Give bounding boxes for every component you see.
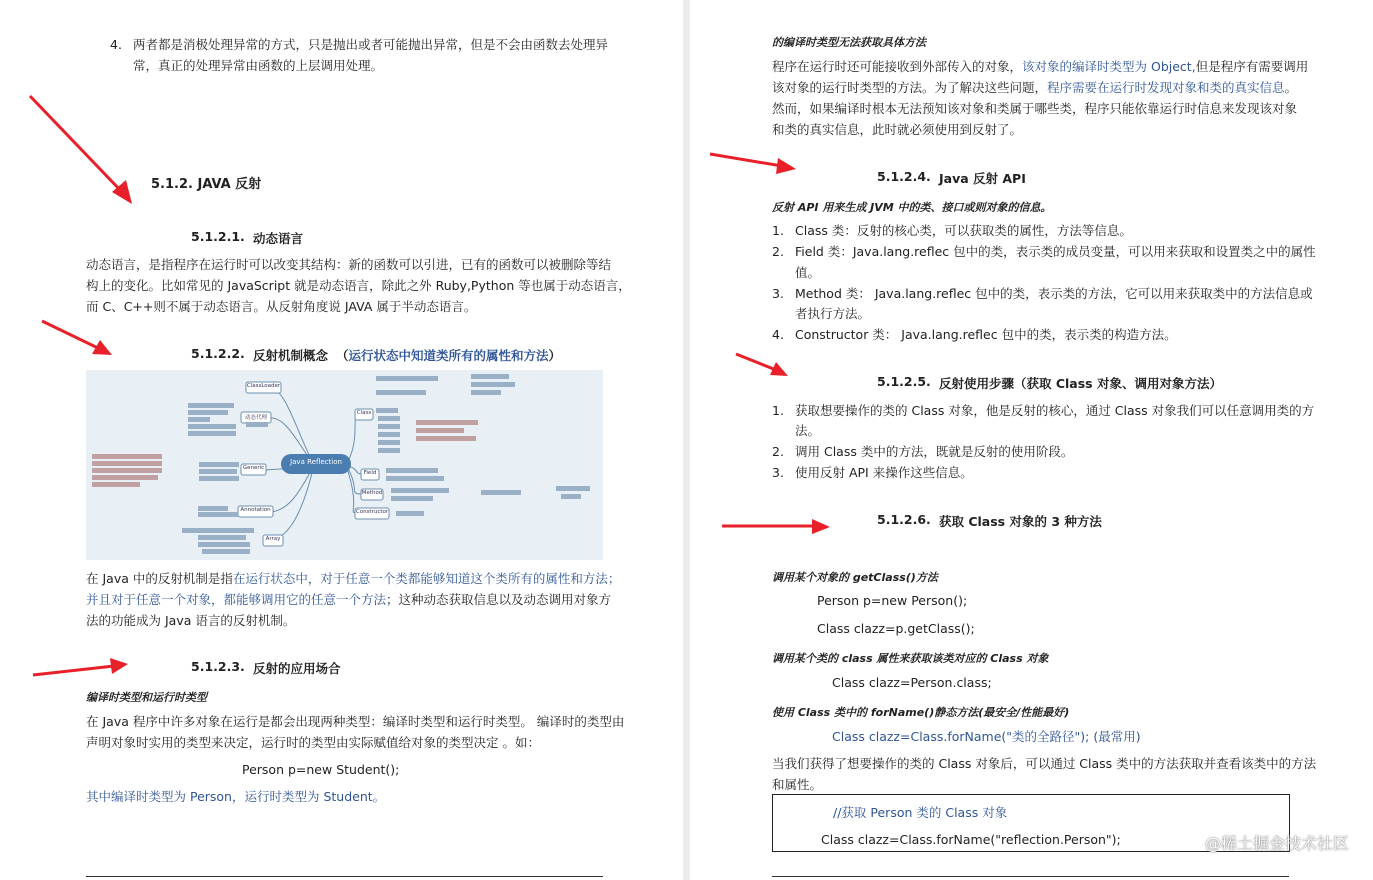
- heading-title: 反射机制概念 （运行状态中知道类所有的属性和方法）: [253, 348, 562, 363]
- list-text: Field 类：Java.lang.reflec 包中的类，表示类的成员变量，可以用来获取和设置类之中的属性: [795, 244, 1316, 259]
- footer-divider: [772, 876, 1289, 877]
- mindmap-node: Annotation: [240, 507, 271, 513]
- red-arrow-icon: [26, 92, 138, 208]
- red-arrow-icon: [30, 652, 130, 680]
- list-number: 3.: [772, 286, 784, 301]
- heading-number: 5.1.2.6.: [877, 512, 931, 527]
- code-comment: //获取 Person 类的 Class 对象: [833, 805, 1008, 820]
- list-number: 1.: [772, 403, 784, 418]
- list-text: 常，真正的处理异常由函数的上层调用处理。: [133, 58, 384, 73]
- list-text: 法。: [795, 423, 821, 438]
- red-arrow-icon: [734, 350, 790, 380]
- code-line: Person p=new Person();: [817, 593, 968, 608]
- mindmap-node: Generic: [242, 465, 265, 471]
- list-number: 2.: [772, 244, 784, 259]
- paragraph-line: 法的功能成为 Java 语言的反射机制。: [86, 613, 296, 628]
- red-arrow-icon: [40, 318, 116, 360]
- list-number: 4.: [772, 327, 784, 342]
- emphasis-label: 调用某个类的 class 属性来获取该类对应的 Class 对象: [772, 652, 1049, 665]
- mindmap-center: Java Reflection: [290, 458, 342, 466]
- list-number: 3.: [772, 465, 784, 480]
- heading-title: Java 反射 API: [939, 171, 1026, 186]
- heading-title: 动态语言: [253, 231, 304, 246]
- paragraph-line: 当我们获得了想要操作的类的 Class 对象后，可以通过 Class 类中的方法获取并查看该类中的方法: [772, 756, 1317, 771]
- mindmap-node: ClassLoader: [246, 383, 281, 389]
- paragraph-line: 声明对象时实用的类型来决定，运行时的类型由实际赋值给对象的类型决定 。如：: [86, 735, 540, 750]
- heading-number: 5.1.2.1.: [191, 229, 245, 244]
- emphasis-label: 调用某个对象的 getClass()方法: [772, 571, 938, 584]
- heading-number: 5.1.2.3.: [191, 659, 245, 674]
- code-line: Class clazz=Person.class;: [832, 675, 992, 690]
- paragraph-line: 和属性。: [772, 777, 823, 792]
- reflection-mindmap: [86, 370, 603, 560]
- heading-title: 反射的应用场合: [253, 661, 341, 676]
- paragraph-line: 动态语言，是指程序在运行时可以改变其结构：新的函数可以引进，已有的函数可以被删除等结: [86, 257, 612, 272]
- list-text: Method 类： Java.lang.reflec 包中的类，表示类的方法，它可以用来获取类中的方法信息或: [795, 286, 1313, 301]
- list-number: 2.: [772, 444, 784, 459]
- section-heading: 5.1.2. JAVA 反射: [151, 177, 262, 192]
- heading-number: 5.1.2.4.: [877, 169, 931, 184]
- emphasis-label: 反射 API 用来生成 JVM 中的类、接口或则对象的信息。: [772, 201, 1052, 214]
- list-text: 者执行方法。: [795, 306, 871, 321]
- list-text: 获取想要操作的类的 Class 对象，他是反射的核心，通过 Class 对象我们可以任意调用类的方: [795, 403, 1315, 418]
- code-line: Class clazz=Class.forName("类的全路径"); (最常用): [832, 729, 1141, 744]
- footer-divider: [86, 876, 603, 877]
- heading-title: 反射使用步骤（获取 Class 对象、调用对象方法）: [939, 376, 1222, 391]
- paragraph-line: 然而，如果编译时根本无法预知该对象和类属于哪些类，程序只能依靠运行时信息来发现该对象: [772, 101, 1298, 116]
- paragraph-line: 而 C、C++则不属于动态语言。从反射角度说 JAVA 属于半动态语言。: [86, 299, 477, 314]
- list-number: 4.: [110, 37, 122, 52]
- mindmap-node: Array: [265, 536, 281, 542]
- code-line: Class clazz=Class.forName("reflection.Person");: [821, 832, 1121, 847]
- paragraph-line: 在 Java 中的反射机制是指在运行状态中，对于任意一个类都能够知道这个类所有的属性和方法；: [86, 571, 621, 586]
- emphasis-label: 编译时类型和运行时类型: [86, 691, 207, 704]
- list-text: 调用 Class 类中的方法，既就是反射的使用阶段。: [795, 444, 1074, 459]
- paragraph-line: 该对象的运行时类型的方法。为了解决这些问题，程序需要在运行时发现对象和类的真实信息。: [772, 80, 1298, 95]
- list-text: 两者都是消极处理异常的方式，只是抛出或者可能抛出异常，但是不会由函数去处理异: [133, 37, 609, 52]
- mindmap-node: Class: [356, 410, 372, 416]
- paragraph-line: 在 Java 程序中许多对象在运行是都会出现两种类型：编译时类型和运行时类型。 编译时的类型由: [86, 714, 625, 729]
- mindmap-node: 动态代理: [244, 415, 267, 421]
- list-number: 1.: [772, 223, 784, 238]
- red-arrow-icon: [720, 516, 832, 536]
- paragraph-line: 构上的变化。比如常见的 JavaScript 就是动态语言，除此之外 Ruby,Python 等也属于动态语言，: [86, 278, 631, 293]
- right-page: [690, 0, 1373, 880]
- emphasis-label: 的编译时类型无法获取具体方法: [772, 36, 926, 49]
- paragraph-line: 和类的真实信息，此时就必须使用到反射了。: [772, 122, 1023, 137]
- mindmap-node: Constructor: [355, 509, 389, 515]
- list-text: 使用反射 API 来操作这些信息。: [795, 465, 973, 480]
- heading-number: 5.1.2.5.: [877, 374, 931, 389]
- list-text: Constructor 类： Java.lang.reflec 包中的类，表示类的构造方法。: [795, 327, 1177, 342]
- paragraph-line: 并且对于任意一个对象，都能够调用它的任意一个方法；这种动态获取信息以及动态调用对象方: [86, 592, 612, 607]
- heading-title: 获取 Class 对象的 3 种方法: [939, 514, 1102, 529]
- paragraph-line: 程序在运行时还可能接收到外部传入的对象，该对象的编译时类型为 Object,但是程序有需要调用: [772, 59, 1309, 74]
- mindmap-node: Method: [361, 490, 383, 496]
- code-line: Class clazz=p.getClass();: [817, 621, 975, 636]
- left-page: [0, 0, 683, 880]
- red-arrow-icon: [708, 150, 798, 176]
- paragraph-line: 其中编译时类型为 Person，运行时类型为 Student。: [86, 789, 386, 804]
- list-text: Class 类：反射的核心类，可以获取类的属性，方法等信息。: [795, 223, 1132, 238]
- list-text: 值。: [795, 265, 821, 280]
- heading-number: 5.1.2.2.: [191, 346, 245, 361]
- watermark: @稀土掘金技术社区: [1204, 834, 1349, 853]
- code-line: Person p=new Student();: [242, 762, 400, 777]
- mindmap-node: Field: [363, 470, 377, 476]
- emphasis-label: 使用 Class 类中的 forName()静态方法(最安全/性能最好): [772, 706, 1070, 719]
